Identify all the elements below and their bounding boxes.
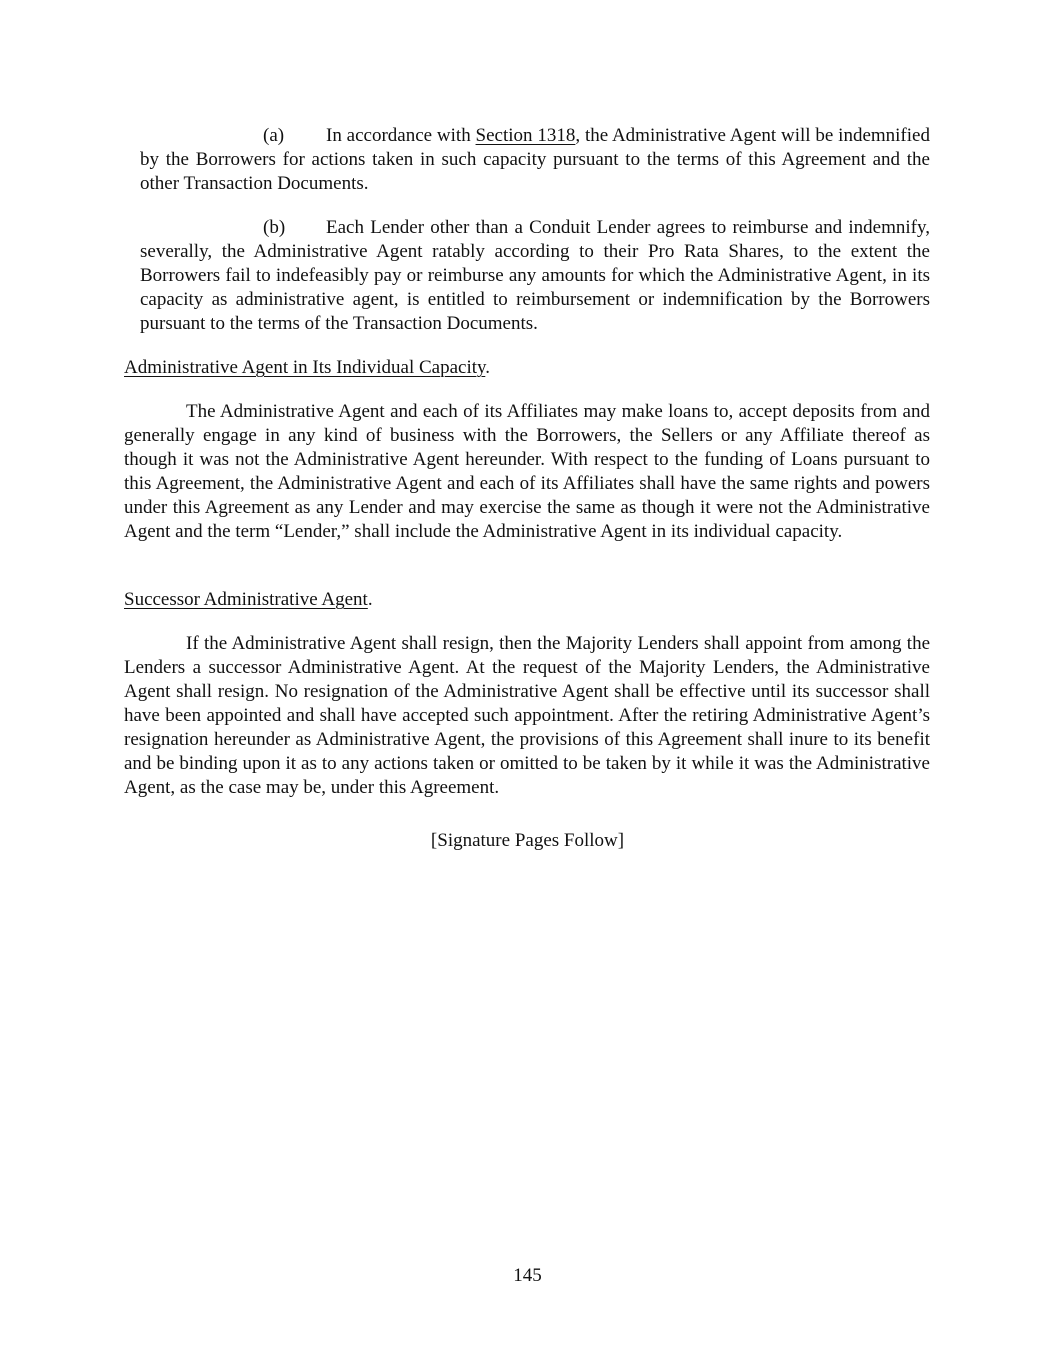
paragraph-a-marker: (a) (263, 125, 285, 146)
heading-individual-capacity: Administrative Agent in Its Individual Capacity. (124, 357, 491, 378)
section-reference-link[interactable]: Section 1318 (475, 125, 576, 146)
paragraph-a-text-pre: In accordance with (326, 125, 476, 146)
paragraph-individual-capacity (124, 400, 930, 544)
page-number: 145 (513, 1265, 542, 1286)
paragraph-a (140, 124, 930, 196)
heading-successor-agent-title: Successor Administrative Agent (124, 589, 368, 610)
signature-pages-note: [Signature Pages Follow] (430, 830, 625, 851)
paragraph-successor-agent-text: If the Administrative Agent shall resign, then the Majority Lenders shall appoint from among the Lenders a successor Administrative Agent. At the request of the Majority Lenders, the Administrative Agent shall resign. No resignation of the Administrative Agent shall be effective until its successor shall have been appointed and shall have accepted such appointment. After the retiring Administrative Agent’s resignation hereunder as Administrative Agent, the provisions of this Agreement shall inure to its benefit and be binding upon it as to any actions taken or omitted to be taken by it while it was the Administrative Agent, as the case may be, under this Agreement. (124, 633, 930, 798)
paragraph-successor-agent (124, 632, 930, 800)
paragraph-b-marker: (b) (263, 217, 286, 238)
paragraph-individual-capacity-text: The Administrative Agent and each of its Affiliates may make loans to, accept deposits from and generally engage in any kind of business with the Borrowers, the Sellers or any Affiliate thereof as though it was not the Administrative Agent hereunder. With respect to the funding of Loans pursuant to this Agreement, the Administrative Agent and each of its Affiliates shall have the same rights and powers under this Agreement as any Lender and may exercise the same as though it were not the Administrative Agent and the term “Lender,” shall include the Administrative Agent in its individual capacity. (124, 401, 930, 542)
heading-successor-agent: Successor Administrative Agent. (124, 589, 373, 610)
heading-individual-capacity-title: Administrative Agent in Its Individual Capacity (124, 357, 486, 378)
paragraph-a-text-post: , the Administrative Agent will be indemnified by the Borrowers for actions taken in such capacity pursuant to the terms of this Agreement and the other Transaction Documents. (140, 125, 930, 194)
paragraph-b (140, 216, 930, 336)
paragraph-b-text: Each Lender other than a Conduit Lender agrees to reimburse and indemnify, severally, the Administrative Agent ratably according to their Pro Rata Shares, to the extent the Borrowers fail to indefeasibly pay or reimburse any amounts for which the Administrative Agent, in its capacity as administrative agent, is entitled to reimbursement or indemnification by the Borrowers pursuant to the terms of the Transaction Documents. (140, 217, 930, 334)
